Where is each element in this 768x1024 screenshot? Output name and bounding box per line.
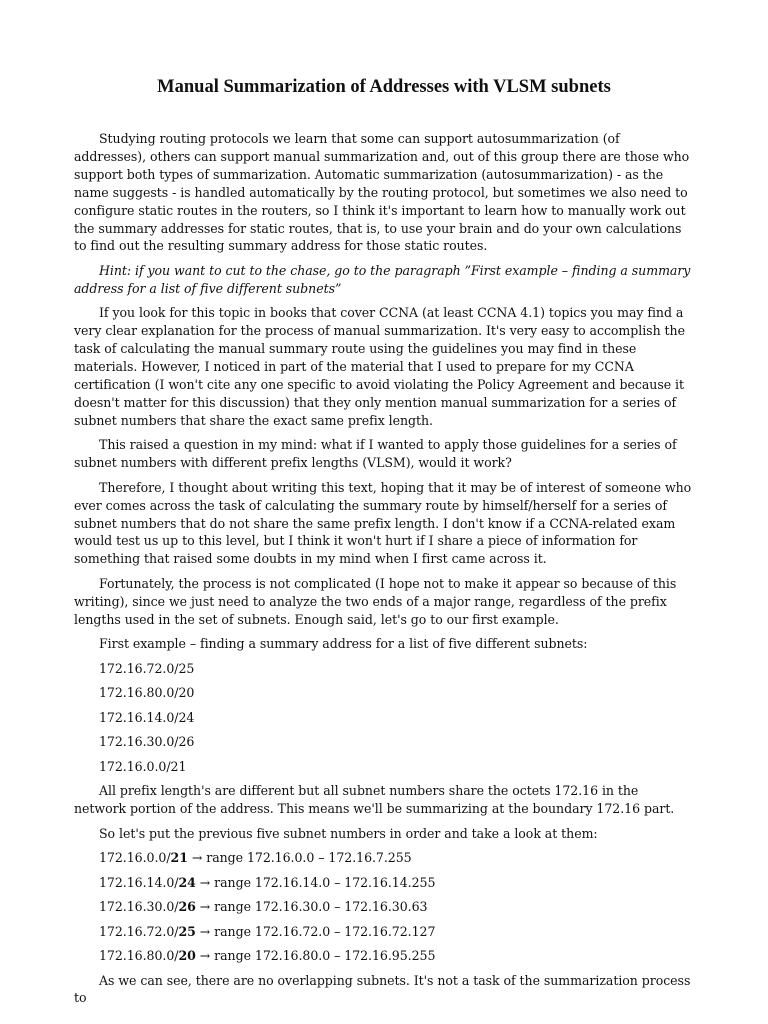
subnet-item: 172.16.0.0/21 xyxy=(99,758,187,774)
document-title: Manual Summarization of Addresses with VLSM subnets xyxy=(157,77,611,97)
subnet-list xyxy=(74,660,694,776)
subnet-item: 172.16.80.0/20 xyxy=(99,685,195,701)
range-item xyxy=(74,923,694,941)
range-network: 172.16.30.0/ xyxy=(99,899,179,915)
range-item xyxy=(74,874,694,892)
paragraph-all-prefix: All prefix length's are different but all subnet numbers share the octets 172.16 in the network portion of the address. This means we'll be summarizing at the boundary 172.16 part. xyxy=(74,783,675,817)
range-value: → range 172.16.0.0 – 172.16.7.255 xyxy=(187,850,412,866)
paragraph-books: If you look for this topic in books that cover CCNA (at least CCNA 4.1) topics you may find a very clear explanation for the process of manual summarization. It's very easy to accomplish the task of calculating the manual summary route using the guidelines you may find in these materials. However, I noticed in part of the material that I used to prepare for my CCNA certification (I won't cite any one specific to avoid violating the Policy Agreement and because it doesn't matter for this discussion) that they only mention manual summarization for a series of subnet numbers that share the exact same prefix length. xyxy=(74,305,685,428)
range-prefix: 20 xyxy=(178,948,196,964)
paragraph-so-lets: So let's put the previous five subnet numbers in order and take a look at them: xyxy=(99,825,598,841)
range-value: → range 172.16.30.0 – 172.16.30.63 xyxy=(195,899,428,915)
range-network: 172.16.0.0/ xyxy=(99,850,171,866)
range-list xyxy=(74,849,694,965)
range-network: 172.16.80.0/ xyxy=(99,948,179,964)
paragraph-as-we-can-see: As we can see, there are no overlapping subnets. It's not a task of the summarization process to xyxy=(74,972,691,1006)
range-prefix: 21 xyxy=(170,850,188,866)
range-value: → range 172.16.72.0 – 172.16.72.127 xyxy=(195,923,436,939)
range-network: 172.16.14.0/ xyxy=(99,874,179,890)
paragraph-first-example: First example – finding a summary address for a list of five different subnets: xyxy=(99,636,588,652)
range-item xyxy=(74,898,694,916)
paragraph-intro: Studying routing protocols we learn that some can support autosummarization (of addresses), others can support manual summarization and, out of this group there are those who support both types of summarization. Automatic summarization (autosummarization) - as the name suggests - is handled automatically by the routing protocol, but sometimes we also need to configure static routes in the routers, so I think it's important to learn how to manually work out the summary addresses for static routes, that is, to use your brain and do your own calculations to find out the resulting summary address for those static routes. xyxy=(74,131,690,254)
paragraph-therefore: Therefore, I thought about writing this text, hoping that it may be of interest of someone who ever comes across the task of calculating the summary route by himself/herself for a series of subnet numbers that do not share the same prefix length. I don't know if a CCNA-related exam would test us up to this level, but I think it won't hurt if I share a piece of information for something that raised some doubts in my mind when I first came across it. xyxy=(74,479,692,567)
range-prefix: 25 xyxy=(178,923,196,939)
paragraph-hint: Hint: if you want to cut to the chase, go to the paragraph ”First example – finding a summary address for a list of five different subnets” xyxy=(74,262,691,296)
range-value: → range 172.16.80.0 – 172.16.95.255 xyxy=(195,948,436,964)
range-item xyxy=(74,849,694,867)
subnet-item: 172.16.30.0/26 xyxy=(99,734,195,750)
range-prefix: 24 xyxy=(178,874,196,890)
range-network: 172.16.72.0/ xyxy=(99,923,179,939)
range-prefix: 26 xyxy=(178,899,196,915)
subnet-item: 172.16.14.0/24 xyxy=(99,709,195,725)
paragraph-fortunately: Fortunately, the process is not complicated (I hope not to make it appear so because of this writing), since we just need to analyze the two ends of a major range, regardless of the prefix lengths used in the set of subnets. Enough said, let's go to our first example. xyxy=(74,575,677,627)
subnet-item: 172.16.72.0/25 xyxy=(99,660,195,676)
range-item xyxy=(74,947,694,965)
paragraph-question: This raised a question in my mind: what if I wanted to apply those guidelines for a series of subnet numbers with different prefix lengths (VLSM), would it work? xyxy=(74,437,677,471)
document-body xyxy=(74,130,694,1014)
range-value: → range 172.16.14.0 – 172.16.14.255 xyxy=(195,874,436,890)
